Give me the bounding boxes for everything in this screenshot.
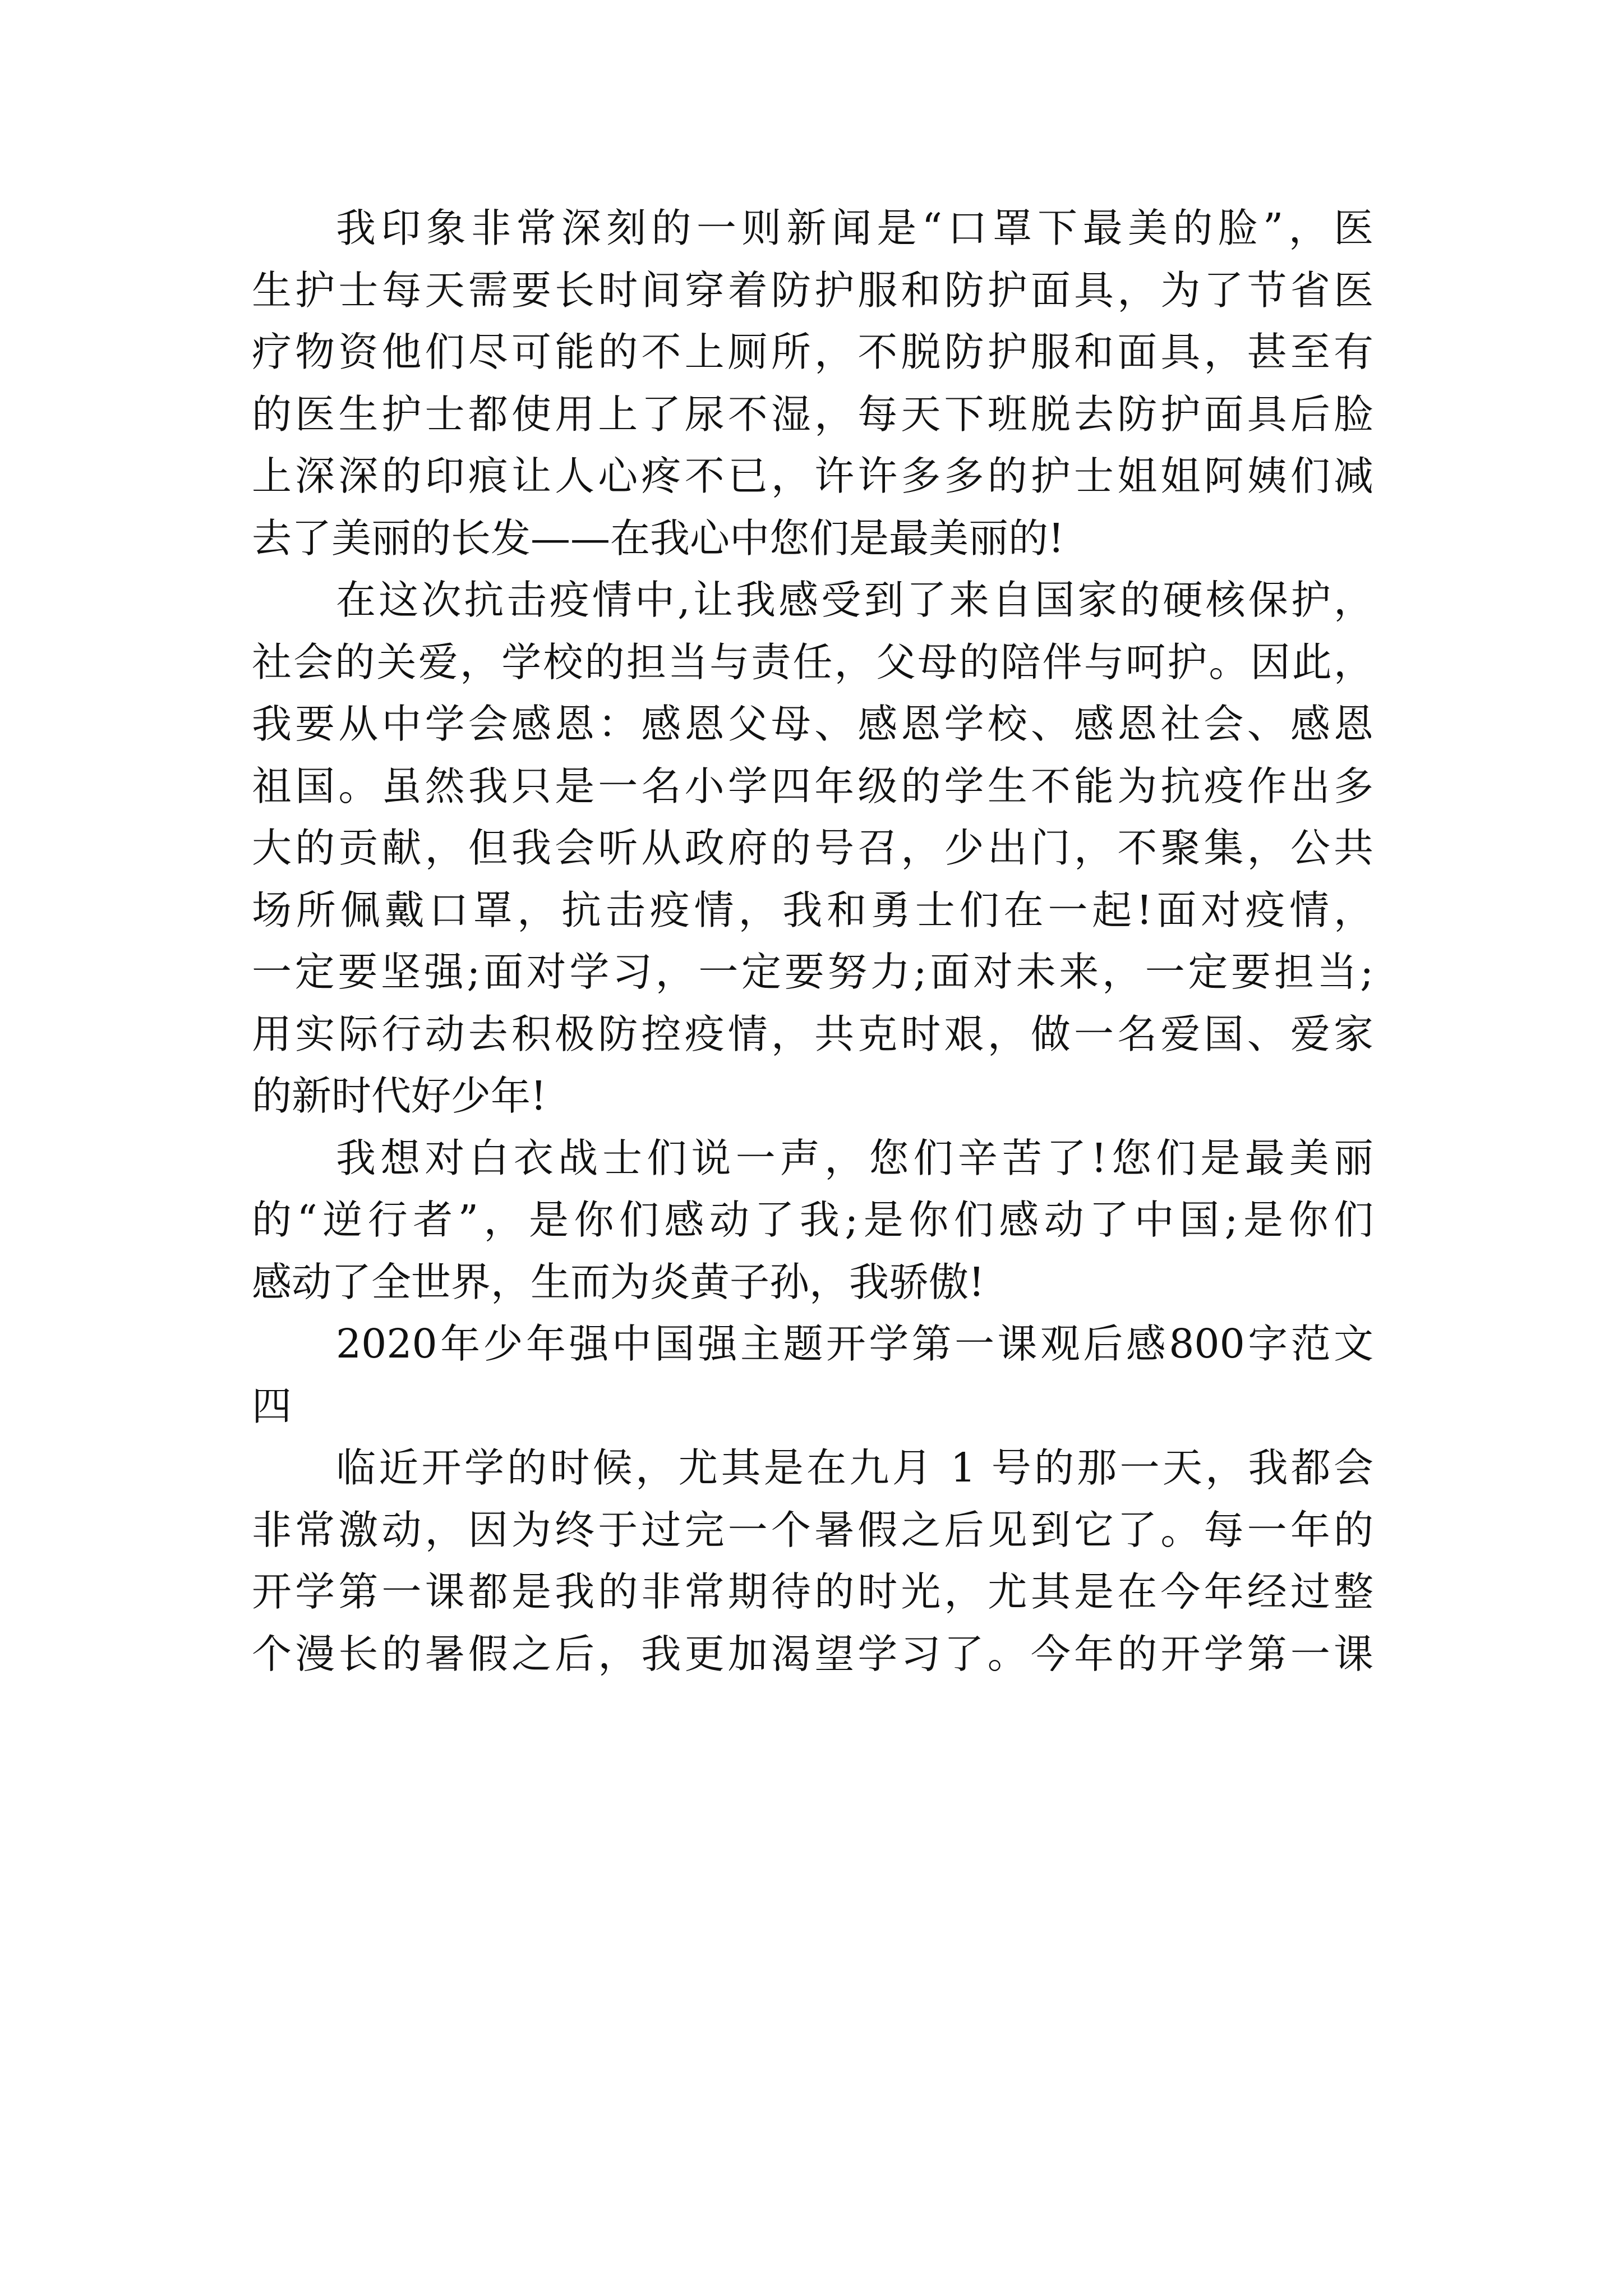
text-line: 上深深的印痕让人心疼不已，许许多多的护士姐姐阿姨们减 — [252, 453, 1373, 499]
text-line: 临近开学的时候，尤其是在九月 1 号的那一天，我都会 — [336, 1444, 1373, 1491]
text-line: 的医生护士都使用上了尿不湿，每天下班脱去防护面具后脸 — [252, 390, 1373, 438]
text-line: 我想对白衣战士们说一声，您们辛苦了!您们是最美丽 — [336, 1134, 1373, 1181]
text-line: 非常激动，因为终于过完一个暑假之后见到它了。每一年的 — [252, 1506, 1373, 1553]
text-line: 2020年少年强中国强主题开学第一课观后感800字范文 — [336, 1320, 1373, 1367]
text-line: 四 — [252, 1382, 292, 1429]
text-line: 社会的关爱，学校的担当与责任，父母的陪伴与呵护。因此， — [252, 638, 1373, 685]
text-line: 祖国。虽然我只是一名小学四年级的学生不能为抗疫作出多 — [252, 762, 1373, 809]
text-line: 感动了全世界，生而为炎黄子孙，我骄傲! — [252, 1258, 985, 1305]
text-line: 用实际行动去积极防控疫情，共克时艰，做一名爱国、爱家 — [252, 1010, 1373, 1057]
document-body — [252, 197, 1373, 1685]
text-line: 一定要坚强;面对学习，一定要努力;面对未来，一定要担当; — [252, 949, 1373, 995]
text-line: 疗物资他们尽可能的不上厕所，不脱防护服和面具，甚至有 — [252, 329, 1373, 375]
text-line: 的“逆行者”，是你们感动了我;是你们感动了中国;是你们 — [252, 1197, 1373, 1243]
text-line: 的新时代好少年! — [252, 1073, 547, 1119]
text-line: 我印象非常深刻的一则新闻是“口罩下最美的脸”，医 — [336, 205, 1373, 251]
text-line: 我要从中学会感恩：感恩父母、感恩学校、感恩社会、感恩 — [252, 701, 1373, 747]
text-line: 开学第一课都是我的非常期待的时光，尤其是在今年经过整 — [252, 1568, 1373, 1615]
text-line: 个漫长的暑假之后，我更加渴望学习了。今年的开学第一课 — [252, 1630, 1373, 1677]
text-line: 去了美丽的长发——在我心中您们是最美丽的! — [252, 514, 1064, 562]
text-line: 大的贡献，但我会听从政府的号召，少出门，不聚集，公共 — [252, 825, 1373, 871]
text-line: 生护士每天需要长时间穿着防护服和防护面具，为了节省医 — [252, 266, 1373, 314]
text-line: 场所佩戴口罩，抗击疫情，我和勇士们在一起!面对疫情， — [252, 886, 1373, 933]
text-line: 在这次抗击疫情中,让我感受到了来自国家的硬核保护， — [336, 577, 1373, 623]
